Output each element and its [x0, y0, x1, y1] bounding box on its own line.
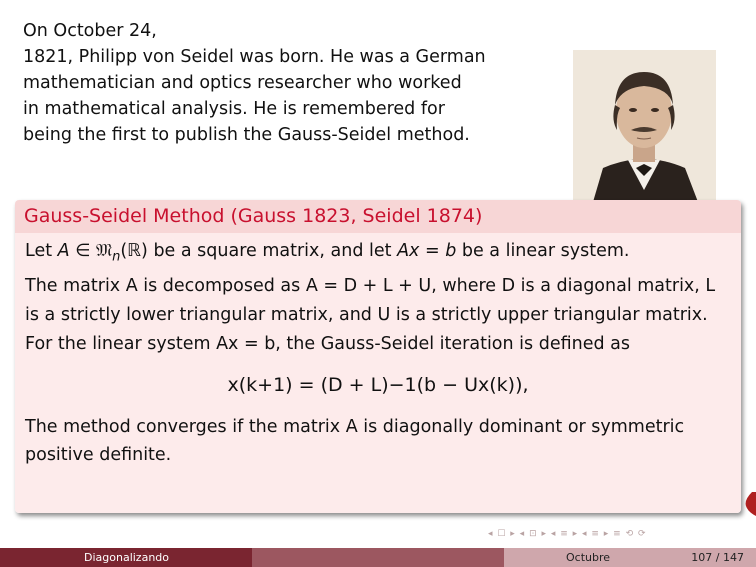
- intro-line: being the first to publish the Gauss-Seidel method.: [23, 125, 470, 145]
- text: be a linear system.: [456, 241, 630, 261]
- footer-short-title: Diagonalizando: [84, 551, 170, 564]
- math-M: 𝔐: [96, 241, 113, 261]
- portrait-image: [573, 50, 716, 202]
- portrait-drawing: [573, 50, 716, 202]
- text: Let: [25, 241, 58, 261]
- footer-left: [0, 548, 252, 567]
- intro-line: On October 24,: [23, 21, 157, 41]
- block-paragraph: For the linear system Ax = b, the Gauss-Seidel iteration is defined as: [25, 333, 630, 354]
- text: be a square matrix, and let: [147, 241, 398, 261]
- math-in: ∈: [69, 241, 96, 261]
- footer-bar: [0, 548, 756, 567]
- math-b: b: [445, 241, 457, 261]
- footer-date: Octubre: [566, 551, 611, 564]
- block-paragraph: The matrix A is decomposed as A = D + L + U, where D is a diagonal matrix, L is a strictly lower triangular matrix, and U is a strictly upper triangular matrix.: [25, 275, 716, 325]
- intro-line: in mathematical analysis. He is remembered for: [23, 99, 445, 119]
- page-number: 107 / 147: [691, 551, 744, 564]
- block-body: [15, 233, 741, 513]
- block-paragraph: The method converges if the matrix A is diagonally dominant or symmetric positive definite.: [25, 416, 685, 465]
- block-title: Gauss-Seidel Method (Gauss 1823, Seidel 1874): [15, 200, 741, 233]
- iteration-equation: [25, 369, 731, 401]
- intro-text: [23, 18, 543, 148]
- math-eq: =: [419, 241, 446, 261]
- footer-middle: [252, 548, 504, 567]
- footer-right: [504, 548, 756, 567]
- navigation-symbols[interactable]: ◂ ☐ ▸ ◂ ⊡ ▸ ◂ ≡ ▸ ◂ ≡ ▸ ≡ ⟲ ⟳: [488, 529, 647, 539]
- decorative-flame-icon: [742, 492, 756, 516]
- math-n: n: [112, 249, 121, 265]
- block-paragraph: [25, 237, 731, 272]
- intro-line: mathematician and optics researcher who worked: [23, 73, 462, 93]
- theorem-block: [15, 200, 741, 513]
- math-A: A: [57, 241, 70, 261]
- math-R: (ℝ): [120, 241, 148, 261]
- equation-text: x(k+1) = (D + L)−1(b − Ux(k)),: [227, 373, 529, 396]
- intro-line: 1821, Philipp von Seidel was born. He was a German: [23, 47, 486, 67]
- math-Ax: Ax: [397, 241, 420, 261]
